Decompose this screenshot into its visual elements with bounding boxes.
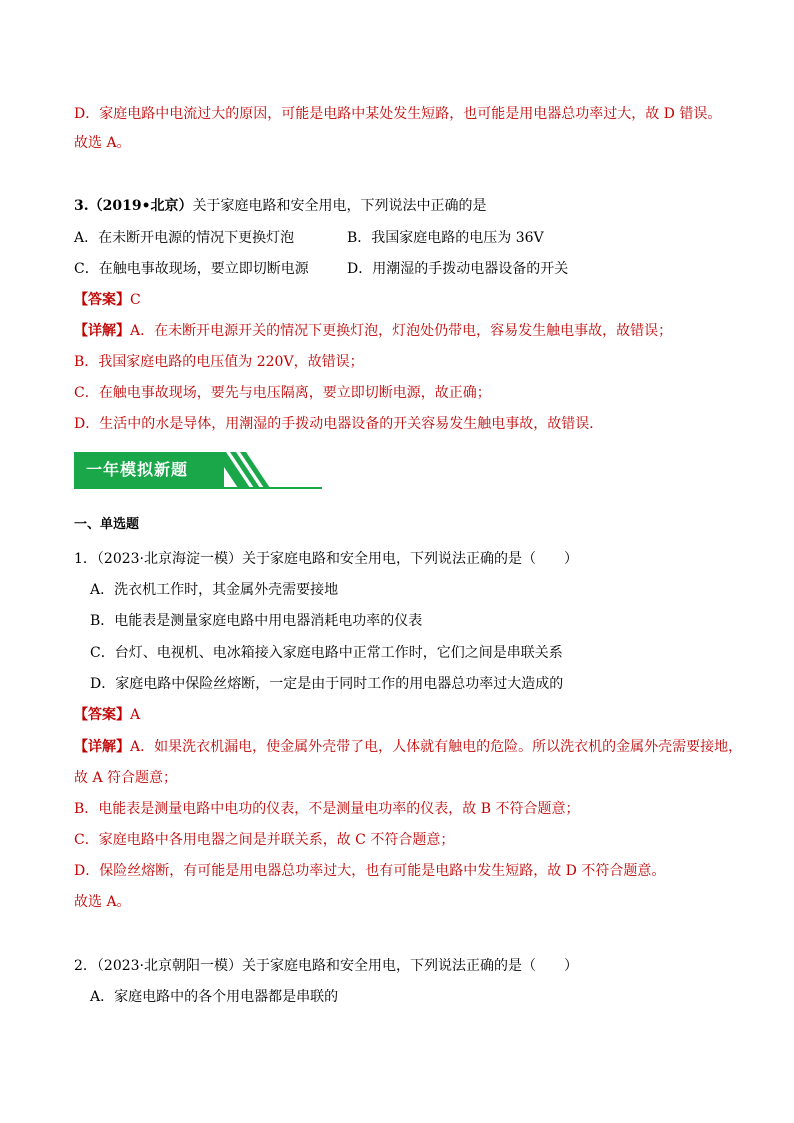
q3-detail-a: A．在未断开电源开关的情况下更换灯泡，灯泡处仍带电，容易发生触电事故，故错误；	[130, 323, 673, 339]
section-banner	[74, 452, 322, 488]
q1-detail-a1: A．如果洗衣机漏电，使金属外壳带了电，人体就有触电的危险。所以洗衣机的金属外壳需要接地，	[130, 739, 743, 755]
q3-answer-tag: 【答案】	[74, 292, 130, 308]
prev-conclusion: 故选 A。	[74, 135, 131, 151]
q3-stem-line	[74, 196, 487, 216]
q1-detail-d: D．保险丝熔断，有可能是用电器总功率过大，也有可能是电路中发生短路，故 D 不符合题意。	[74, 863, 666, 879]
section-subheading: 一、单选题	[74, 517, 140, 532]
q3-option-b: B．我国家庭电路的电压为 36V	[347, 230, 544, 246]
q1-detail-b: B．电能表是测量电路中电功的仪表，不是测量电功率的仪表，故 B 不符合题意；	[74, 801, 580, 817]
q3-option-d: D．用潮湿的手拨动电器设备的开关	[347, 261, 569, 277]
q2-stem: 2．（2023·北京朝阳一模）关于家庭电路和安全用电，下列说法正确的是（ ）	[74, 958, 578, 974]
q3-option-a: A．在未断开电源的情况下更换灯泡	[74, 230, 295, 246]
q3-answer	[74, 290, 141, 310]
q3-detail-tag: 【详解】	[74, 323, 130, 339]
q3-detail-a-line	[74, 321, 672, 341]
q1-stem: 1．（2023·北京海淀一模）关于家庭电路和安全用电，下列说法正确的是（ ）	[74, 551, 578, 567]
q1-option-b: B．电能表是测量家庭电路中用电器消耗电功率的仪表	[90, 613, 423, 629]
q3-stem: 关于家庭电路和安全用电，下列说法中正确的是	[192, 198, 487, 214]
q3-detail-d: D．生活中的水是导体，用潮湿的手拨动电器设备的开关容易发生触电事故，故错误．	[74, 416, 604, 432]
q1-option-d: D．家庭电路中保险丝熔断，一定是由于同时工作的用电器总功率过大造成的	[90, 676, 564, 692]
prev-detail-d: D．家庭电路中电流过大的原因，可能是电路中某处发生短路，也可能是用电器总功率过大，故 D 错误。	[74, 106, 722, 122]
q3-number: 3.	[74, 198, 89, 214]
q1-answer-tag: 【答案】	[74, 707, 130, 723]
q2-option-a: A．家庭电路中的各个用电器都是串联的	[90, 989, 339, 1005]
q3-detail-c: C．在触电事故现场，要先与电压隔离，要立即切断电源，故正确；	[74, 385, 491, 401]
q1-option-c: C．台灯、电视机、电冰箱接入家庭电路中正常工作时，它们之间是串联关系	[90, 645, 563, 661]
q1-answer-value: A	[130, 707, 141, 723]
q1-option-a: A．洗衣机工作时，其金属外壳需要接地	[90, 582, 339, 598]
q1-detail-a-line	[74, 737, 742, 757]
q1-detail-tag: 【详解】	[74, 739, 130, 755]
q3-detail-b: B．我国家庭电路的电压值为 220V，故错误；	[74, 354, 364, 370]
section-banner-underline	[74, 487, 322, 489]
q3-source: （2019•北京）	[88, 198, 193, 214]
banner-stripes-icon	[214, 452, 274, 488]
q3-answer-value: C	[130, 292, 141, 308]
section-banner-title: 一年模拟新题	[86, 460, 189, 479]
q1-detail-c: C．家庭电路中各用电器之间是并联关系，故 C 不符合题意；	[74, 832, 455, 848]
q1-answer	[74, 705, 140, 725]
q1-conclusion: 故选 A。	[74, 894, 131, 910]
q1-detail-a2: 故 A 符合题意；	[74, 770, 178, 786]
q3-option-c: C．在触电事故现场，要立即切断电源	[74, 261, 309, 277]
